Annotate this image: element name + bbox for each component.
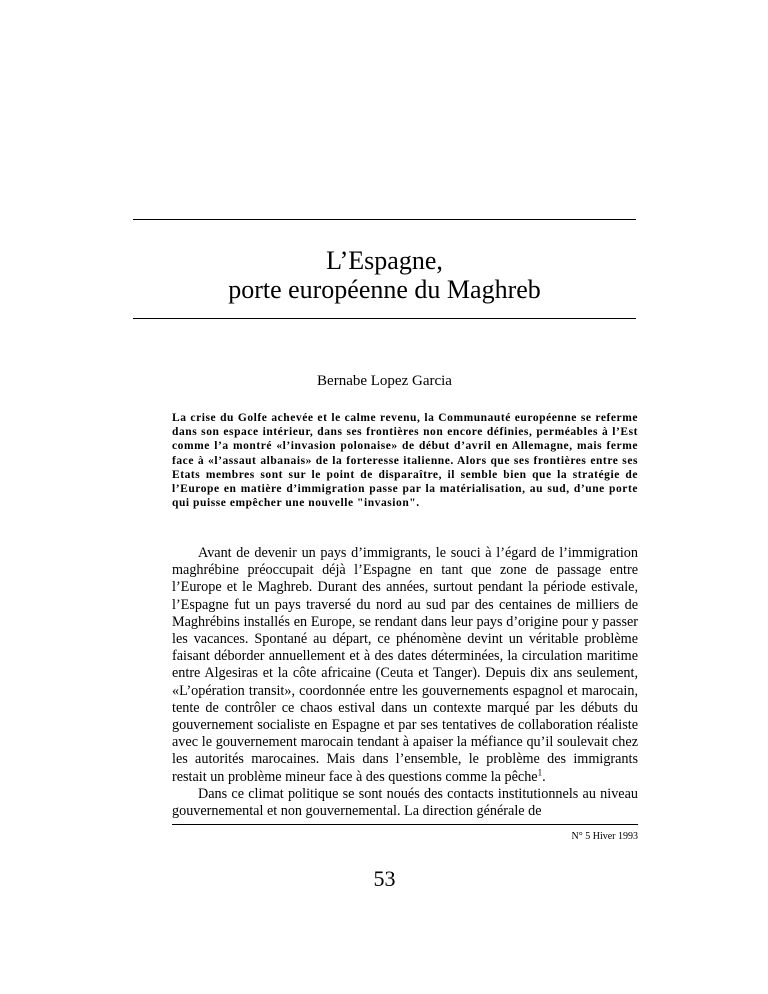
title-line-2: porte européenne du Maghreb	[228, 275, 541, 304]
body-paragraph-1: Avant de devenir un pays d’immigrants, le souci à l’égard de l’immigration maghrébine préoccupait déjà l’Espagne en tant que zone de passage entre l’Europe et le Maghreb. Durant des années, surtout pendant la période estivale, l’Espagne fut un pays traversé du nord au sud par des centaines de milliers de Maghrébins installés en Europe, se rendant dans leur pays d’origine pour y passer les vacances. Spontané au départ, ce phénomène devint un véritable problème faisant déborder annuellement et à des dates déterminées, la circulation maritime entre Algesiras et la côte africaine (Ceuta et Tanger). Depuis dix ans seulement, «L’opération transit», coordonnée entre les gouvernements espagnol et marocain, tente de contrôler ce chaos estival dans un contexte marqué par les débuts du gouvernement socialiste en Espagne et par ses tentatives de collaboration réaliste avec le gouvernement marocain tendant à apaiser la méfiance qu’il soulevait chez les autorités marocaines. Mais dans l’ensemble, le problème des immigrants restait un problème mineur face à des questions comme la pêche$^1$.	[172, 545, 638, 785]
top-rule	[133, 219, 636, 220]
issue-label: N° 5 Hiver 1993	[571, 831, 638, 842]
footer-rule	[172, 824, 638, 825]
footnote-reference[interactable]: 1	[537, 766, 543, 777]
title-rule	[133, 318, 636, 319]
abstract: La crise du Golfe achevée et le calme revenu, la Communauté européenne se referme dans son espace intérieur, dans ses frontières non encore définies, perméables à l’Est comme l’a montré «l’invasion polonaise» de début d’avril en Allemagne, mais ferme face à «l’assaut albanais» de la forteresse italienne. Alors que ses frontières entre ses Etats membres sont sur le point de disparaître, il semble bien que la stratégie de l’Europe en matière d’immigration passe par la matérialisation, au sud, d’une porte qui puisse empêcher une nouvelle "invasion".	[172, 412, 638, 510]
article-title	[133, 246, 636, 304]
author-name: Bernabe Lopez Garcia	[317, 373, 452, 389]
article-body	[172, 545, 638, 820]
body-paragraph-2: Dans ce climat politique se sont noués des contacts institutionnels au niveau gouvernemental et non gouvernemental. La direction générale de	[172, 785, 638, 820]
title-line-1: L’Espagne,	[326, 246, 443, 275]
page-number: 53	[373, 866, 396, 891]
